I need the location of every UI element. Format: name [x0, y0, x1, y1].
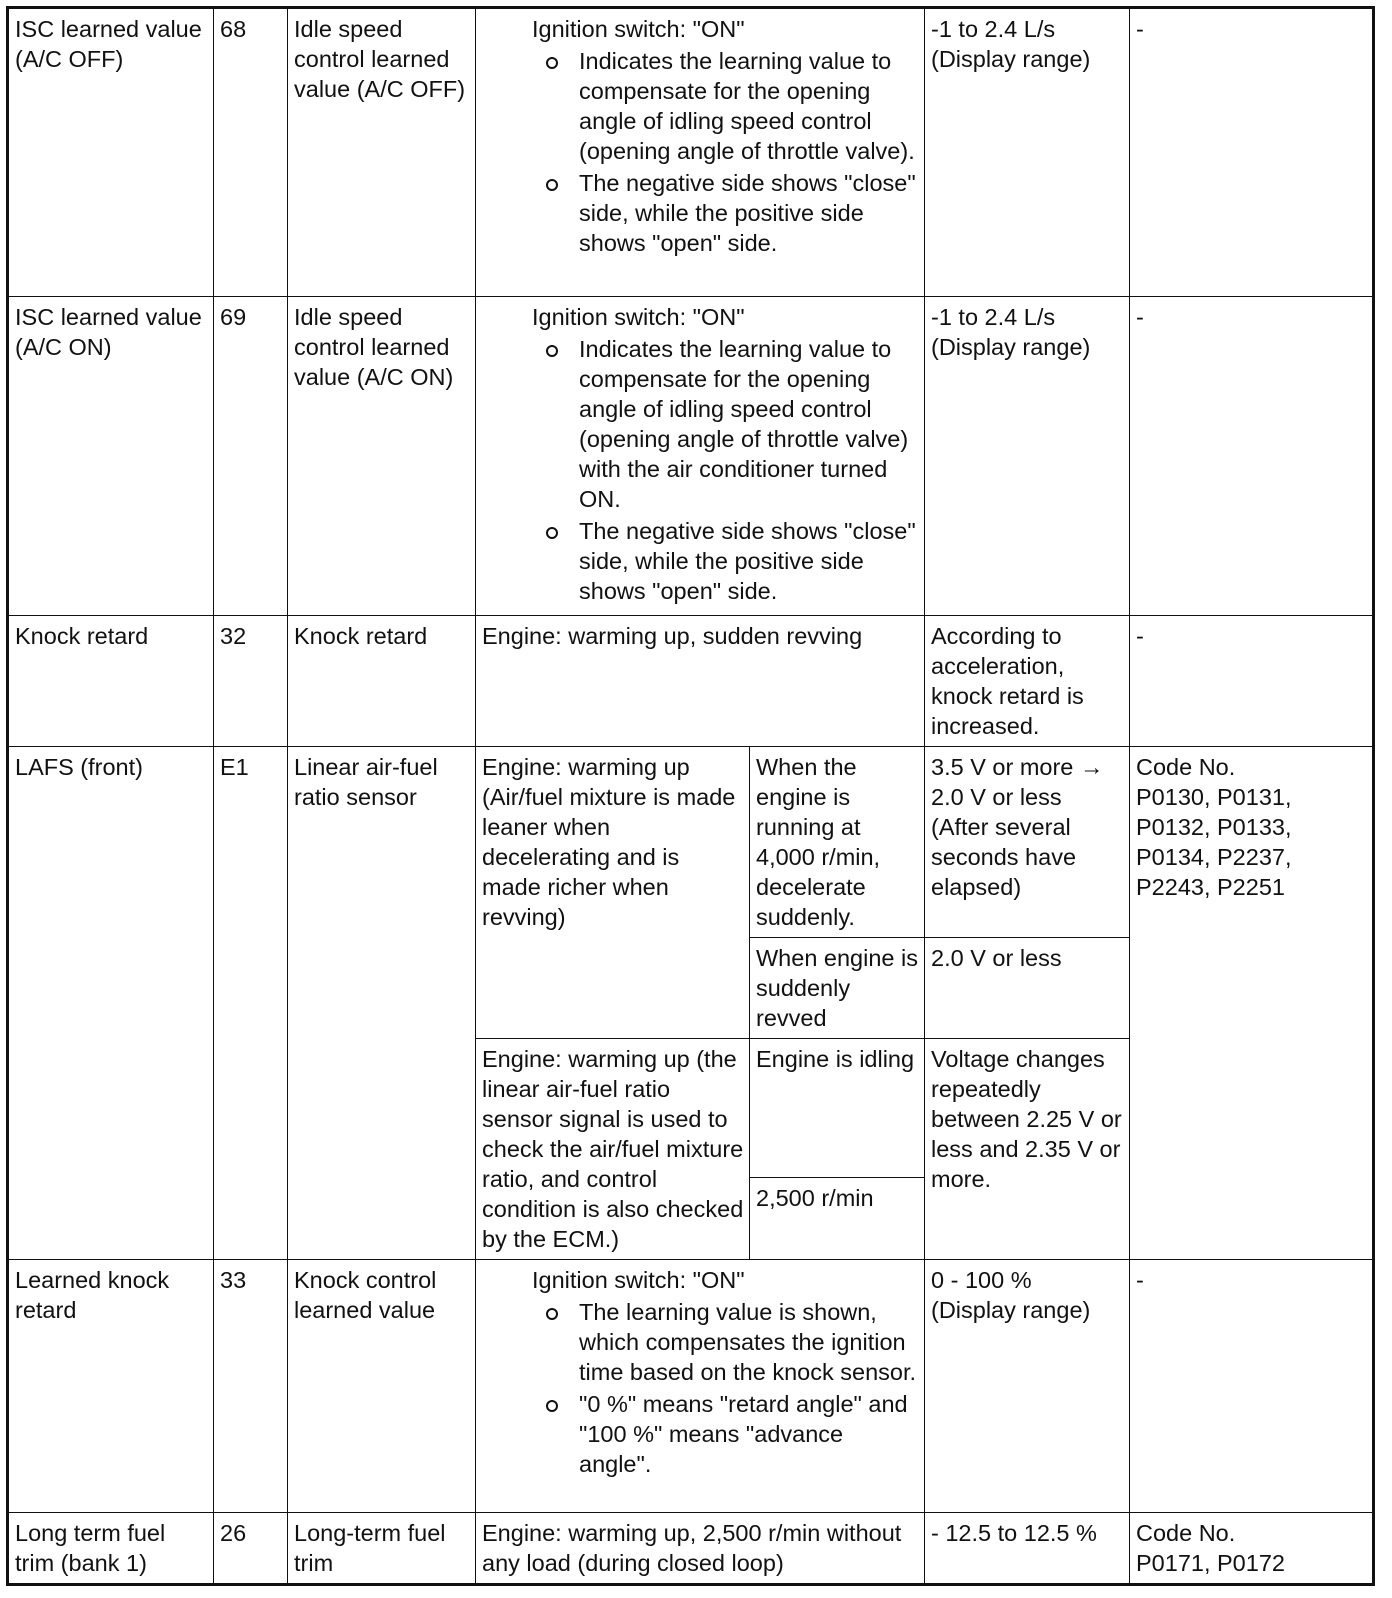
standard-note: (Display range)	[931, 46, 1091, 72]
item-name-cell: Long-term fuel trim	[288, 1513, 476, 1585]
reference-cell: -	[1130, 8, 1374, 297]
bullet-text: The negative side shows "close" side, while the positive side shows "open" side.	[579, 518, 916, 604]
item-name-cell: Knock retard	[288, 616, 476, 747]
standard-value-cell: 3.5 V or more → 2.0 V or less (After several seconds have elapsed)	[925, 747, 1130, 938]
bullet-circle-icon	[546, 345, 558, 357]
standard-value-cell	[925, 1260, 1130, 1513]
item-cell: ISC learned value (A/C ON)	[8, 297, 214, 616]
bullet-text: The learning value is shown, which compensates the ignition time based on the knock sensor.	[579, 1299, 917, 1385]
bullet-text: Indicates the learning value to compensate for the opening angle of idling speed control (opening angle of throttle valve) with the air conditioner turned ON.	[579, 336, 909, 512]
check-condition-cell: Engine: warming up (Air/fuel mixture is made leaner when decelerating and is made richer when revving)	[476, 747, 750, 1039]
standard-value-cell	[925, 297, 1130, 616]
table-row	[8, 747, 1374, 938]
list-item	[532, 1389, 919, 1479]
diagnostic-data-table	[6, 6, 1375, 1586]
bullet-list	[532, 334, 919, 606]
item-number-cell: 26	[214, 1513, 288, 1585]
standard-value-cell: According to acceleration, knock retard is increased.	[925, 616, 1130, 747]
item-cell: Learned knock retard	[8, 1260, 214, 1513]
bullet-circle-icon	[546, 1308, 558, 1320]
item-number-cell: 69	[214, 297, 288, 616]
check-condition-cell: Engine: warming up, sudden revving	[476, 616, 925, 747]
standard-value: -1 to 2.4 L/s	[931, 304, 1056, 330]
sub-condition-cell: When engine is suddenly revved	[750, 938, 925, 1039]
sub-condition-cell: 2,500 r/min	[750, 1177, 925, 1259]
reference-cell	[1130, 747, 1374, 1260]
bullet-circle-icon	[546, 527, 558, 539]
standard-value-cell	[925, 8, 1130, 297]
item-name-cell: Idle speed control learned value (A/C OFF)	[288, 8, 476, 297]
condition-text: Ignition switch: "ON"	[532, 304, 745, 330]
bullet-circle-icon	[546, 1400, 558, 1412]
standard-value-cell: Voltage changes repeatedly between 2.25 V or less and 2.35 V or more.	[925, 1039, 1130, 1260]
sub-condition-cell: Engine is idling	[750, 1039, 925, 1178]
reference-cell	[1130, 1513, 1374, 1585]
list-item	[532, 46, 919, 166]
item-cell: LAFS (front)	[8, 747, 214, 1260]
list-item	[532, 1297, 919, 1387]
bullet-text: Indicates the learning value to compensate for the opening angle of idling speed control (opening angle of throttle valve).	[579, 48, 915, 164]
bullet-text: "0 %" means "retard angle" and "100 %" means "advance angle".	[579, 1391, 908, 1477]
reference-label: Code No.	[1136, 754, 1236, 780]
check-condition-cell: Engine: warming up, 2,500 r/min without any load (during closed loop)	[476, 1513, 925, 1585]
check-condition-cell: Engine: warming up (the linear air-fuel ratio sensor signal is used to check the air/fuel mixture ratio, and control condition is also checked by the ECM.)	[476, 1039, 750, 1260]
standard-value-cell: - 12.5 to 12.5 %	[925, 1513, 1130, 1585]
list-item	[532, 334, 919, 514]
standard-value: -1 to 2.4 L/s	[931, 16, 1056, 42]
table-row	[8, 297, 1374, 616]
bullet-circle-icon	[546, 179, 558, 191]
check-condition-cell	[476, 8, 925, 297]
list-item	[532, 168, 919, 258]
reference-codes: P0130, P0131, P0132, P0133, P0134, P2237, P2243, P2251	[1136, 784, 1292, 900]
reference-cell: -	[1130, 616, 1374, 747]
condition-text: Ignition switch: "ON"	[532, 16, 745, 42]
table-row	[8, 8, 1374, 297]
item-name-cell: Idle speed control learned value (A/C ON)	[288, 297, 476, 616]
item-name-cell: Knock control learned value	[288, 1260, 476, 1513]
bullet-circle-icon	[546, 57, 558, 69]
item-cell: Long term fuel trim (bank 1)	[8, 1513, 214, 1585]
item-number-cell: 32	[214, 616, 288, 747]
item-number-cell: 33	[214, 1260, 288, 1513]
item-cell: Knock retard	[8, 616, 214, 747]
reference-codes: P0171, P0172	[1136, 1550, 1285, 1576]
sub-condition-cell: When the engine is running at 4,000 r/min, decelerate suddenly.	[750, 747, 925, 938]
check-condition-cell	[476, 1260, 925, 1513]
standard-value-cell: 2.0 V or less	[925, 938, 1130, 1039]
standard-note: (Display range)	[931, 334, 1091, 360]
table-row	[8, 1260, 1374, 1513]
item-number-cell: 68	[214, 8, 288, 297]
table-row	[8, 616, 1374, 747]
bullet-list	[532, 46, 919, 258]
reference-cell: -	[1130, 297, 1374, 616]
bullet-list	[532, 1297, 919, 1479]
table-row	[8, 1513, 1374, 1585]
standard-value: 0 - 100 %	[931, 1267, 1032, 1293]
condition-text: Ignition switch: "ON"	[532, 1267, 745, 1293]
item-number-cell: E1	[214, 747, 288, 1260]
item-name-cell: Linear air-fuel ratio sensor	[288, 747, 476, 1260]
reference-label: Code No.	[1136, 1520, 1236, 1546]
standard-note: (Display range)	[931, 1297, 1091, 1323]
item-cell: ISC learned value (A/C OFF)	[8, 8, 214, 297]
list-item	[532, 516, 919, 606]
bullet-text: The negative side shows "close" side, while the positive side shows "open" side.	[579, 170, 916, 256]
check-condition-cell	[476, 297, 925, 616]
reference-cell: -	[1130, 1260, 1374, 1513]
